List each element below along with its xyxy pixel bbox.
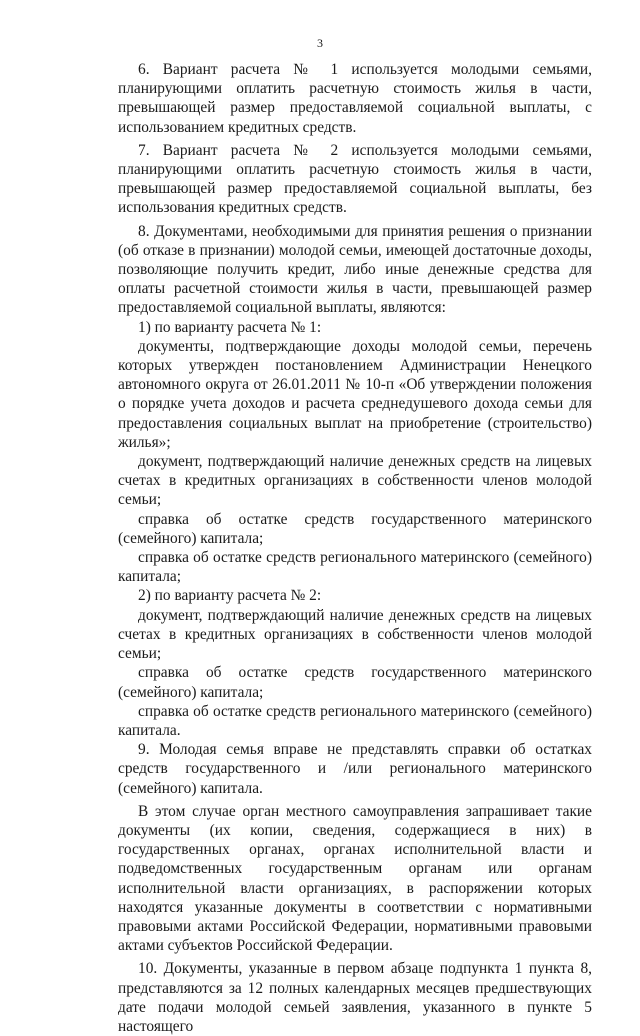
paragraph-7: 7. Вариант расчета № 2 используется молодыми семьями, планирующими оплатить расчетную стоимость жилья в части, превышающей размер предоставляемой социальной выплаты, без использования кредитных средств. — [118, 141, 592, 217]
paragraph-8-variant-1-item-regional-capital: справка об остатке средств регионального материнского (семейного) капитала; — [118, 549, 592, 586]
paragraph-9: 9. Молодая семья вправе не представлять справки об остатках средств государственного и /или регионального материнского (семейного) капитала. — [118, 741, 592, 797]
paragraph-9-continuation: В этом случае орган местного самоуправления запрашивает такие документы (их копии, сведения, содержащиеся в них) в государственных органах, органах исполнительной власти и подведомственных государственным органам или органам исполнительной власти организациях, в распоряжении которых находятся указанные документы в соответствии с нормативными правовыми актами Российской Федерации, нормативными правовыми актами субъектов Российской Федерации. — [118, 802, 592, 955]
paragraph-8-variant-1-item-income: документы, подтверждающие доходы молодой семьи, перечень которых утвержден постановлением Администрации Ненецкого автономного округа от 26.01.2011 № 10-п «Об утверждении положения о порядке учета доходов и расчета среднедушевого дохода семьи для предоставления социальных выплат на приобретение (строительство) жилья»; — [118, 337, 592, 451]
paragraph-8-variant-2-item-accounts: документ, подтверждающий наличие денежных средств на лицевых счетах в кредитных организациях в собственности членов молодой семьи; — [118, 606, 592, 663]
paragraph-10: 10. Документы, указанные в первом абзаце подпункта 1 пункта 8, представляются за 12 полных календарных месяцев предшествующих дате подачи молодой семьей заявления, указанного в пункте 5 настоящего — [118, 960, 592, 1035]
paragraph-8-variant-2-heading: 2) по варианту расчета № 2: — [138, 587, 322, 605]
paragraph-8: 8. Документами, необходимыми для принятия решения о признании (об отказе в признании) молодой семьи, имеющей достаточные доходы, позволяющие получить кредит, либо иные денежные средства для оплаты расчетной стоимости жилья в части, превышающей размер предоставляемой социальной выплаты, являются: — [118, 222, 592, 317]
paragraph-8-variant-1-heading: 1) по варианту расчета № 1: — [138, 318, 322, 336]
paragraph-8-variant-2-item-state-capital: справка об остатке средств государственного материнского (семейного) капитала; — [118, 664, 592, 701]
page-number: 3 — [317, 36, 323, 50]
paragraph-6: 6. Вариант расчета № 1 используется молодыми семьями, планирующими оплатить расчетную стоимость жилья в части, превышающей размер предоставляемой социальной выплаты, с использованием кредитных средств. — [118, 61, 592, 136]
document-body — [118, 60, 592, 1036]
paragraph-8-variant-2-item-regional-capital: справка об остатке средств регионального материнского (семейного) капитала. — [118, 702, 592, 739]
paragraph-8-variant-1-item-state-capital: справка об остатке средств государственного материнского (семейного) капитала; — [118, 510, 592, 547]
paragraph-8-variant-1-item-accounts: документ, подтверждающий наличие денежных средств на лицевых счетах в кредитных организациях в собственности членов молодой семьи; — [118, 453, 592, 509]
